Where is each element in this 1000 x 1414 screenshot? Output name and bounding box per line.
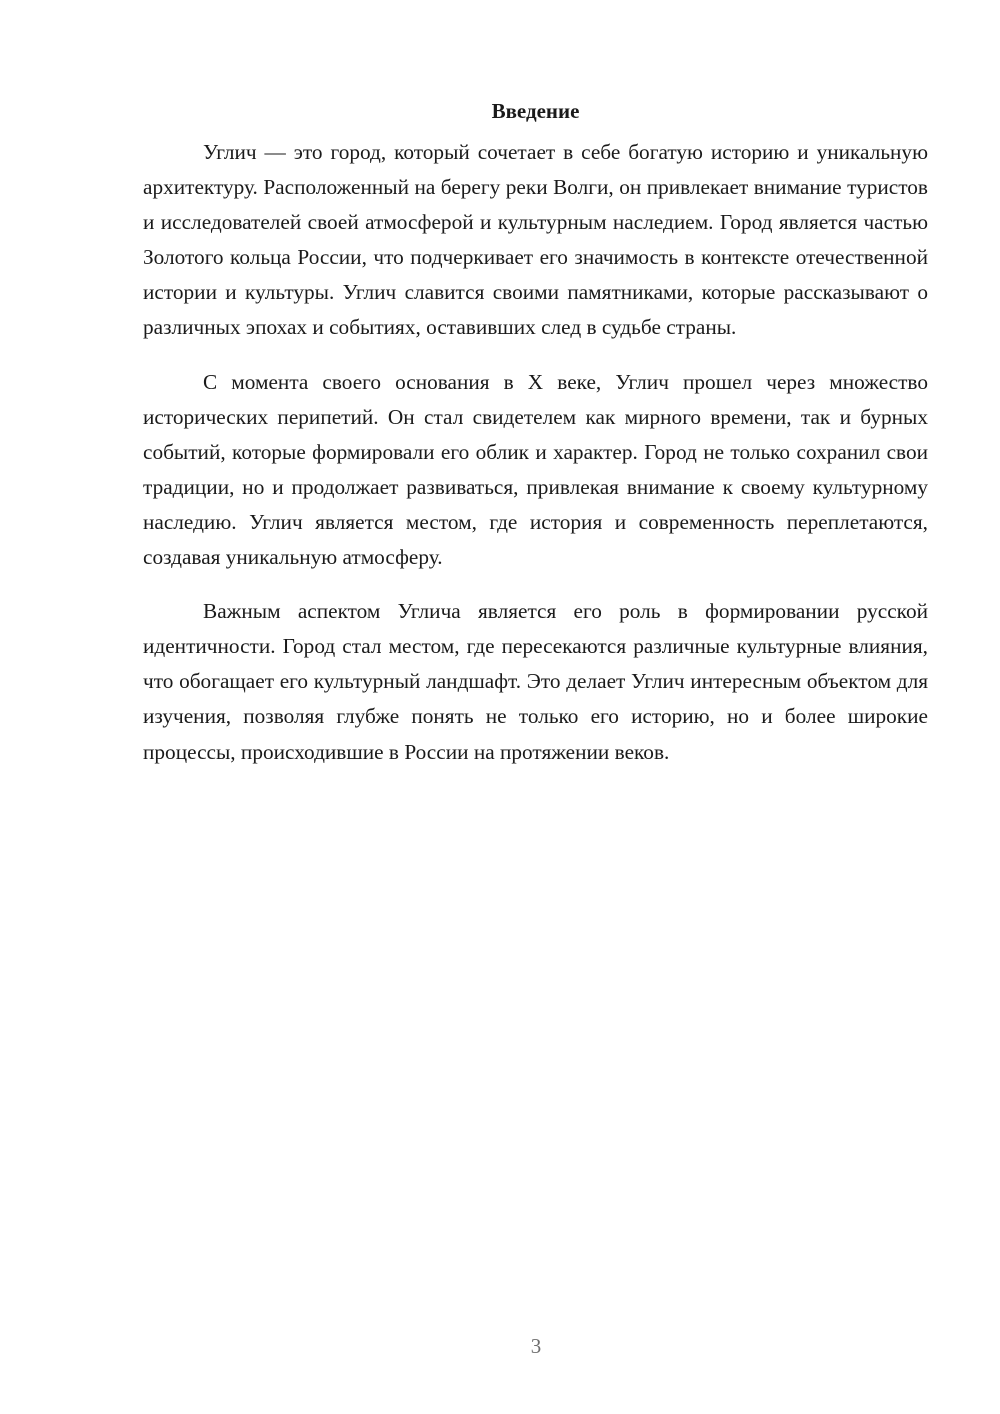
document-body bbox=[143, 96, 928, 789]
paragraph-2: С момента своего основания в X веке, Углич прошел через множество исторических перипетий. Он стал свидетелем как мирного времени, так и бурных событий, которые формировали его облик и характер. Город не только сохранил свои традиции, но и продолжает развиваться, привлекая внимание к своему культурному наследию. Углич является местом, где история и современность переплетаются, создавая уникальную атмосферу. bbox=[143, 369, 928, 570]
section-title: Введение bbox=[491, 99, 580, 123]
paragraph-1: Углич — это город, который сочетает в себе богатую историю и уникальную архитектуру. Расположенный на берегу реки Волги, он привлекает внимание туристов и исследователей своей атмосферой и культурным наследием. Город является частью Золотого кольца России, что подчеркивает его значимость в контексте отечественной истории и культуры. Углич славится своими памятниками, которые рассказывают о различных эпохах и событиях, оставивших след в судьбе страны. bbox=[143, 140, 928, 340]
paragraph-3: Важным аспектом Углича является его роль в формировании русской идентичности. Город стал местом, где пересекаются различные культурные влияния, что обогащает его культурный ландшафт. Это делает Углич интересным объектом для изучения, позволяя глубже понять не только его историю, но и более широкие процессы, происходившие в России на протяжении веков. bbox=[143, 599, 928, 764]
page-number: 3 bbox=[530, 1334, 542, 1358]
